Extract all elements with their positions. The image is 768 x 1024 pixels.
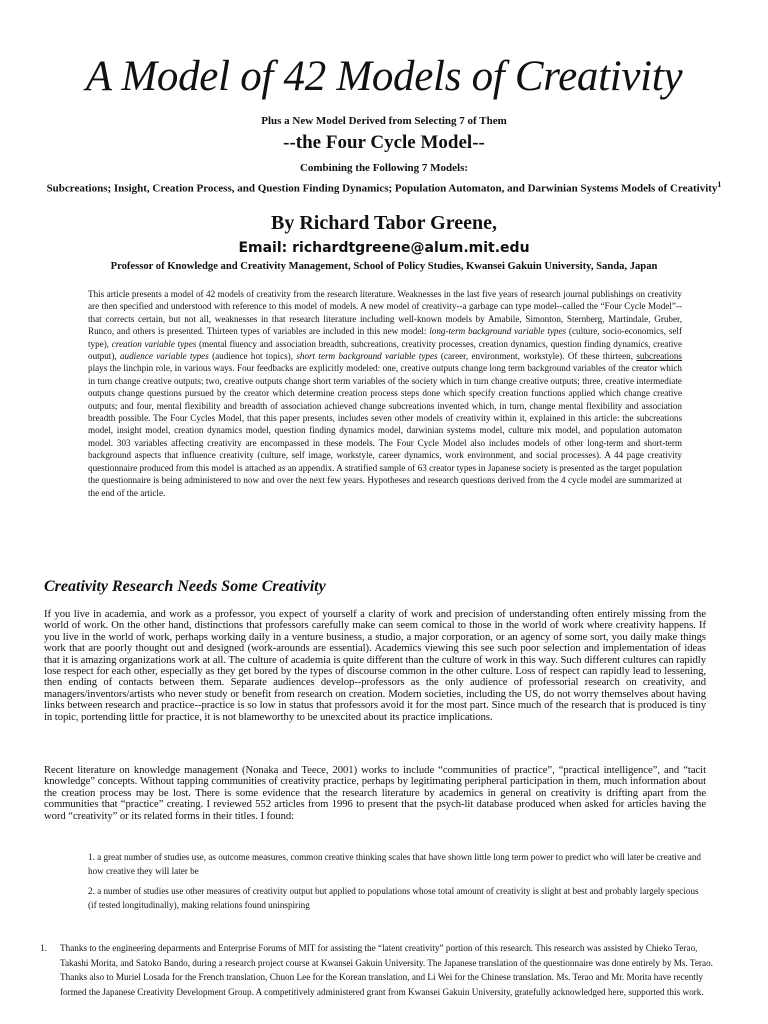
abstract-text: (mental fluency and association breadth, subcreations, creativity processes, creation dynamics, question finding dynamics, creative output), (88, 338, 683, 362)
finding-list-item: 2. a number of studies use other measures of creativity output but applied to populations whose total amount of creativity is slight at best and probably largely specious (if tested longitudinally), making relations found uninspiring (88, 886, 699, 910)
paper-title: A Model of 42 Models of Creativity (85, 53, 683, 100)
abstract-text: plays the linchpin role, in various ways. Four feedbacks are explicitly modeled: one, creative outputs change long term background variables of the creator which in turn change creative outputs; two, creative outputs change short term variables of the society which in turn change creative outputs; three, creative intermediate outputs change questions pursued by the creator which determine creation process steps done which specify creation functions applied which change creative outputs; and four, mental flexibility and breadth of association achieved change subcreations invented which, in turn, change mental flexibility and association breadth possible. The Four Cycles Model, that this paper presents, includes seven other models of creativity within it, explained in this article: the subcreations model, insight model, creation dynamics model, question finding dynamics model, darwinian systems model, culture mix model, and population automaton model. 303 variables affecting creativity are encompassed in these models. The Four Cycle Model also includes models of other long-term and short-term background aspects that influence creativity (culture, self image, workstyle, career dynamics, work environment, and social processes). A 44 page creativity questionnaire produced from this model is attached as an appendix. A stratified sample of 63 creator types in Japanese society is presented as the target population the questionnaire is being administered to now and over the next few years. Hypotheses and research questions derived from the 4 cycle model are summarized at the end of the article. (88, 363, 682, 498)
footnote (40, 941, 716, 999)
footnote-text: Thanks to the engineering deparments and Enterprise Forums of MIT for assisting the “latent creativity” portion of this research. This research was assisted by Chieko Terao, Takashi Morita, and Satoko Bando, during a research project course at Kwansei Gakuin University. The Japanese translation of the questionnaire was done entirely by Ms. Terao. Thanks also to Muriel Losada for the French translation, Chuon Lee for the Korean translation, and Li Wei for the Chinese translation. Ms. Terao and Mr. Morita have recently formed the Japanese Creativity Development Group. A competitively administered grant from Kwansei Gakuin University, gratefully acknowledged here, supported this work. (60, 943, 713, 997)
abstract-underlined-term: subcreations (636, 351, 682, 362)
abstract-text: (culture, socio-economics, self type), (88, 326, 682, 349)
section-heading: Creativity Research Needs Some Creativity (44, 578, 326, 595)
abstract-text: (career, environment, workstyle). Of these thirteen, (437, 351, 637, 362)
footnote-number: 1. (40, 943, 47, 953)
abstract-text: This article presents a model of 42 models of creativity from the research literature. Weaknesses in the last five years of research journal publishings on creativity are then specified and understood with reference to this model of models. A new model of creativity--a garbage can type model--called the “Four Cycle Model”--that corrects certain, but not all, weaknesses in that research literature including well-known models by Amabile, Simonton, Sternberg, Martindale, Gruber, Runco, and others is presented. Thirteen types of variables are included in this new model: (88, 289, 682, 337)
subtitle-line-3: Combining the Following 7 Models: (299, 162, 469, 174)
subtitle-line-1: Plus a New Model Derived from Selecting 7 of Them (261, 115, 507, 127)
abstract-emphasis: short term background variable types (296, 351, 438, 362)
abstract (88, 288, 682, 499)
body-paragraph: If you live in academia, and work as a professor, you expect of yourself a clarity of work and precision of understanding often entirely missing from the world of work. On the other hand, distinctions that professors carefully make can seem comical to those in the world of work where creativity happens. If you live in the world of work, perhaps working daily in a venture business, a studio, a major corporation, or an agency of some sort, you daily make things work that are poorly thought out and designed (work-arounds are essential). Academics viewing this see such poor selection and implementation of ideas that it is amazing organizations work at all. The culture of academia is quite different than the culture of work in this way. Such different cultures can rapidly lose respect for each other, especially as they get bored by the types of discourse common in the other culture. Loss of respect can rapidly lead to lessening, then ending of contacts between them. Separate audiences develop--professors as the only audience of professorial research on creativity, and managers/inventors/artists who never study or benefit from research on creation. Modern societies, including the US, do not worry themselves about having links between research and practice--practice is so low in status that professors avoid it for the most part. Since much of the research that is produced is tiny in topic, portending little for practice, it is not blameworthy to be unexcited about its practice implications. (44, 609, 706, 723)
abstract-emphasis: long-term background variable types (429, 326, 567, 337)
abstract-text: (audience hot topics), (208, 351, 297, 362)
body-paragraph: Recent literature on knowledge management (Nonaka and Teece, 2001) works to include “communities of practice”, “practical intelligence”, and “tacit knowledge” concepts. Without tapping communities of creativity practice, perhaps by legitimating peripheral participation in them, much information about the creation process may be lost. There is some evidence that the research literature by academics in general on creativity is drifting apart from the communities that “practice” creating. I reviewed 552 articles from 1996 to present that the psych-lit database produced when asked for articles having the word “creativity” or its related forms in their titles. I found: (44, 765, 706, 822)
finding-list-item: 1. a great number of studies use, as outcome measures, common creative thinking scales that have shown little long term power to predict who will later be creative and how creative they will later be (88, 852, 701, 876)
models-list-text: Subcreations; Insight, Creation Process, and Question Finding Dynamics; Population Automaton, and Darwinian Systems Models of Creativity (46, 182, 718, 195)
subtitle-line-2: --the Four Cycle Model-- (283, 132, 485, 153)
author-email: Email: richardtgreene@alum.mit.edu (238, 240, 530, 256)
abstract-emphasis: audience variable types (119, 351, 209, 362)
author-name: By Richard Tabor Greene, (271, 212, 497, 234)
footnote-marker: 1 (717, 180, 722, 189)
models-list (40, 178, 728, 196)
abstract-emphasis: creation variable types (111, 338, 197, 349)
author-affiliation: Professor of Knowledge and Creativity Management, School of Policy Studies, Kwansei Gakuin University, Sanda, Japan (110, 261, 658, 272)
